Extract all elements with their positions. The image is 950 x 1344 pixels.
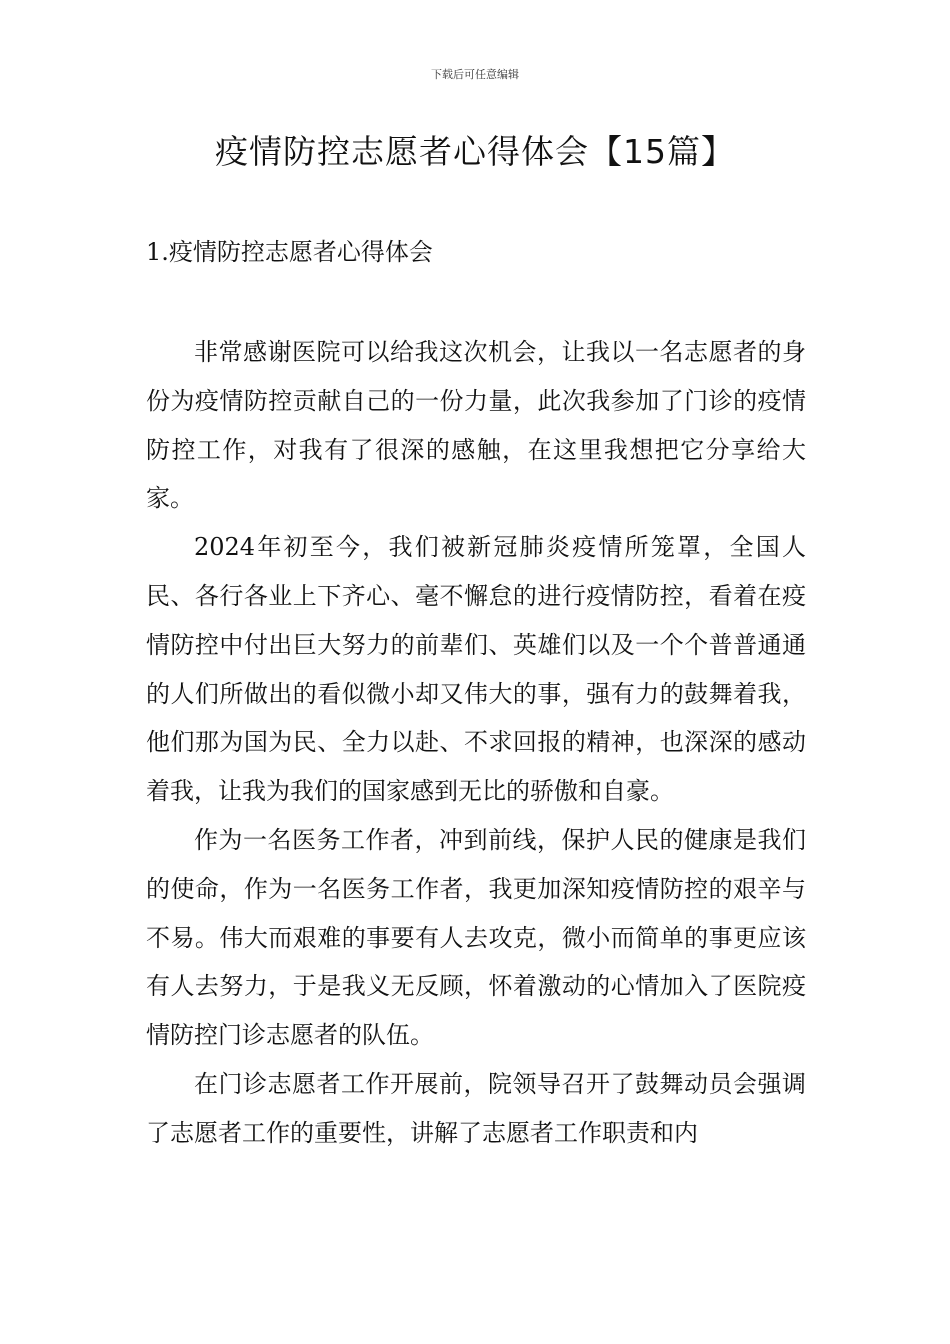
paragraph: 作为一名医务工作者，冲到前线，保护人民的健康是我们的使命，作为一名医务工作者，我更加深知疫情防控的艰辛与不易。伟大而艰难的事要有人去攻克，微小而简单的事更应该有人去努力，于是我义无反顾，怀着激动的心情加入了医院疫情防控门诊志愿者的队伍。 [146, 825, 806, 1050]
header-note: 下载后可任意编辑 [431, 68, 519, 81]
body-text [146, 328, 806, 1158]
paragraph: 非常感谢医院可以给我这次机会，让我以一名志愿者的身份为疫情防控贡献自己的一份力量，此次我参加了门诊的疫情防控工作，对我有了很深的感触，在这里我想把它分享给大家。 [146, 338, 806, 513]
paragraph: 2024年初至今，我们被新冠肺炎疫情所笼罩，全国人民、各行各业上下齐心、毫不懈怠的进行疫情防控，看着在疫情防控中付出巨大努力的前辈们、英雄们以及一个个普普通通的人们所做出的看似微小却又伟大的事，强有力的鼓舞着我，他们那为国为民、全力以赴、不求回报的精神，也深深的感动着我，让我为我们的国家感到无比的骄傲和自豪。 [146, 533, 806, 806]
section-heading: 1.疫情防控志愿者心得体会 [146, 238, 433, 266]
paragraph: 在门诊志愿者工作开展前，院领导召开了鼓舞动员会强调了志愿者工作的重要性，讲解了志愿者工作职责和内 [146, 1069, 806, 1147]
document-title: 疫情防控志愿者心得体会【15篇】 [215, 132, 735, 171]
